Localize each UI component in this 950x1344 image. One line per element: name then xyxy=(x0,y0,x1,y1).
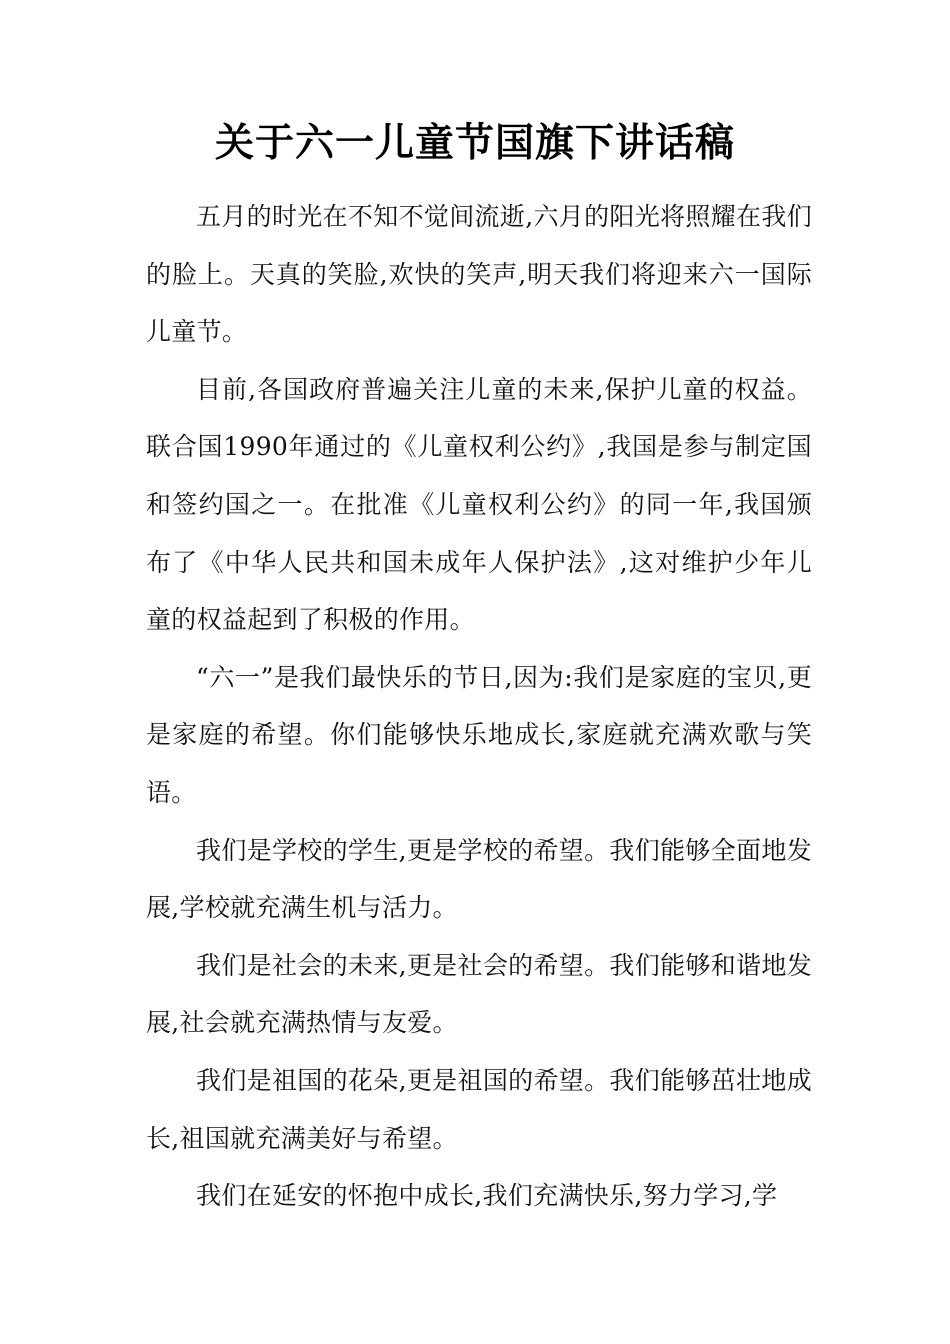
document-body xyxy=(146,188,812,1225)
paragraph: 我们在延安的怀抱中成长,我们充满快乐,努力学习,学 xyxy=(196,1181,778,1211)
document-title: 关于六一儿童节国旗下讲话稿 xyxy=(214,121,735,166)
paragraph: 我们是学校的学生,更是学校的希望。我们能够全面地发展,学校就充满生机与活力。 xyxy=(146,835,812,923)
paragraph: 五月的时光在不知不觉间流逝,六月的阳光将照耀在我们的脸上。天真的笑脸,欢快的笑声,明天我们将迎来六一国际儿童节。 xyxy=(146,202,812,347)
paragraph: 目前,各国政府普遍关注儿童的未来,保护儿童的权益。联合国1990年通过的《儿童权利公约》,我国是参与制定国和签约国之一。在批准《儿童权利公约》的同一年,我国颁布了《中华人民共和国未成年人保护法》,这对维护少年儿童的权益起到了积极的作用。 xyxy=(146,374,812,635)
paragraph: 我们是祖国的花朵,更是祖国的希望。我们能够茁壮地成长,祖国就充满美好与希望。 xyxy=(146,1065,812,1153)
paragraph: “六一”是我们最快乐的节日,因为:我们是家庭的宝贝,更是家庭的希望。你们能够快乐地成长,家庭就充满欢歌与笑语。 xyxy=(146,662,812,807)
paragraph: 我们是社会的未来,更是社会的希望。我们能够和谐地发展,社会就充满热情与友爱。 xyxy=(146,950,812,1038)
